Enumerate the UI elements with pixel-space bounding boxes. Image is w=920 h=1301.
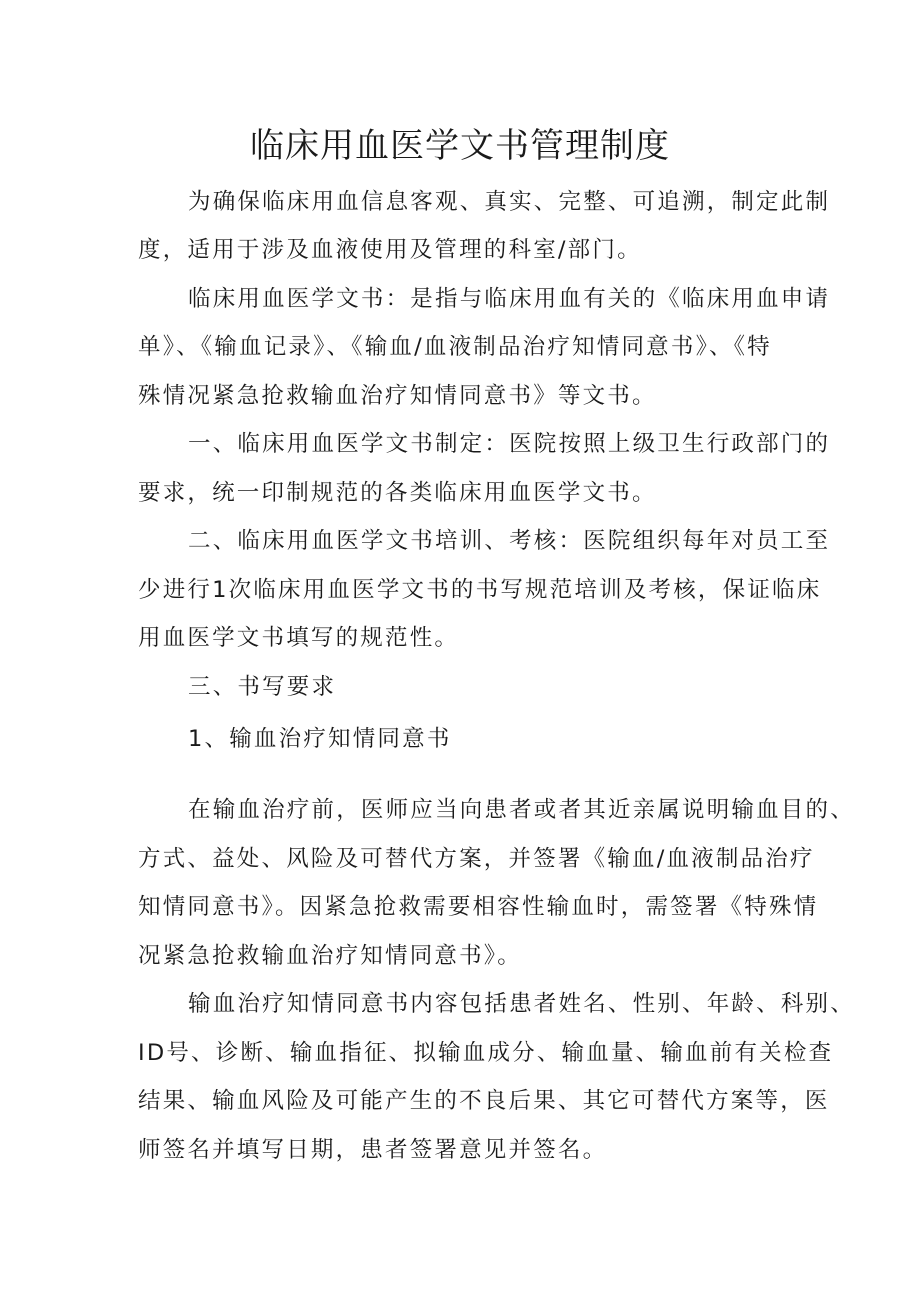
paragraph-line: 一、临床用血医学文书制定：医院按照上级卫生行政部门的 [188,431,831,457]
paragraph-line: 临床用血医学文书：是指与临床用血有关的《临床用血申请 [188,286,831,312]
paragraph-line: 输血治疗知情同意书内容包括患者姓名、性别、年龄、科别、 [188,991,855,1017]
paragraph-line: 少进行1次临床用血医学文书的书写规范培训及考核，保证临床 [138,577,822,603]
page-title: 临床用血医学文书管理制度 [250,126,670,166]
paragraph-line: 知情同意书》。因紧急抢救需要相容性输血时，需签署《特殊情 [138,894,819,920]
paragraph-line: 要求，统一印制规范的各类临床用血医学文书。 [138,480,657,506]
paragraph-line: 度，适用于涉及血液使用及管理的科室/部门。 [138,237,642,263]
paragraph-line: 结果、输血风险及可能产生的不良后果、其它可替代方案等，医 [138,1088,830,1114]
paragraph-line: 为确保临床用血信息客观、真实、完整、可追溯，制定此制 [188,189,831,215]
paragraph-line: 况紧急抢救输血治疗知情同意书》。 [138,943,522,969]
section-heading: 三、书写要求 [188,674,337,700]
paragraph-line: 殊情况紧急抢救输血治疗知情同意书》等文书。 [138,383,657,409]
paragraph-line: 在输血治疗前，医师应当向患者或者其近亲属说明输血目的、 [188,797,855,823]
subsection-heading: 1、输血治疗知情同意书 [188,726,452,752]
paragraph-line: 师签名并填写日期，患者签署意见并签名。 [138,1137,608,1163]
paragraph-line: 方式、益处、风险及可替代方案，并签署《输血/血液制品治疗 [138,846,815,872]
paragraph-line: 单》、《输血记录》、《输血/血液制品治疗知情同意书》、《特 [138,334,772,360]
paragraph-line: ID号、诊断、输血指征、拟输血成分、输血量、输血前有关检查 [138,1040,834,1066]
paragraph-line: 二、临床用血医学文书培训、考核：医院组织每年对员工至 [188,528,831,554]
paragraph-line: 用血医学文书填写的规范性。 [138,625,460,651]
